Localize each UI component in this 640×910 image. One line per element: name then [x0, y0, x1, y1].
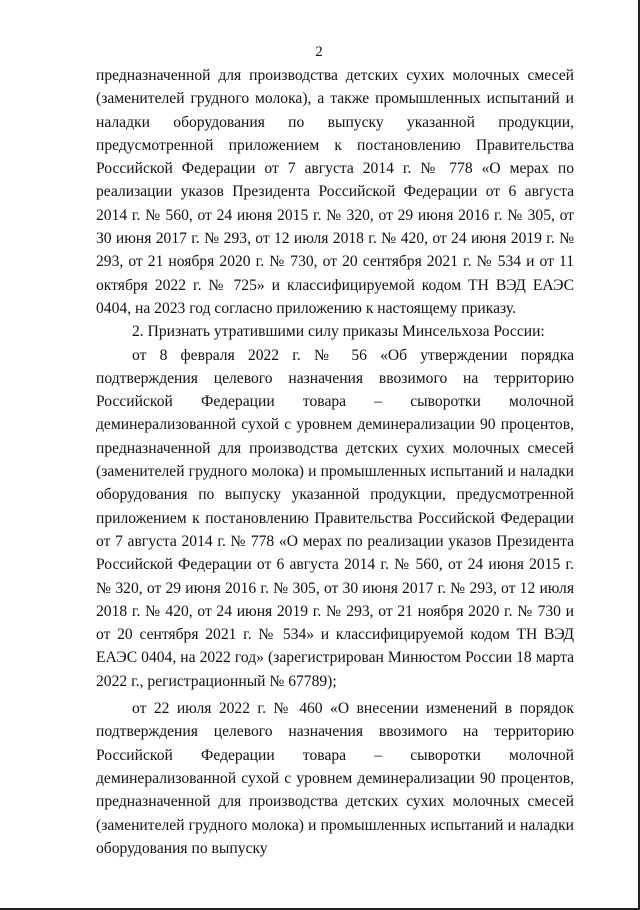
- paragraph-continuation: предназначенной для производства детских сухих молочных смесей (заменителей грудного молока), а также промышленных испытаний и наладки оборудования по выпуску указанной продукции, предусмотренной приложением к постановлению Правительства Российской Федерации от 7 августа 2014 г. № 778 «О мерах по реализации указов Президента Российской Федерации от 6 августа 2014 г. № 560, от 24 июня 2015 г. № 320, от 29 июня 2016 г. № 305, от 30 июня 2017 г. № 293, от 12 июля 2018 г. № 420, от 24 июня 2019 г. № 293, от 21 ноября 2020 г. № 730, от 20 сентября 2021 г. № 534 и от 11 октября 2022 г. № 725» и классифицируемой кодом ТН ВЭД ЕАЭС 0404, на 2023 год согласно приложению к настоящему приказу.: [96, 67, 574, 317]
- paragraph-item-2: 2. Признать утратившими силу приказы Минсельхоза России:: [132, 323, 545, 341]
- paragraph-order-460: от 22 июля 2022 г. № 460 «О внесении изменений в порядок подтверждения целевого назначения ввозимого на территорию Российской Федерации товара – сыворотки молочной деминерализованной сухой с уровнем деминерализации 90 процентов, предназначенной для производства детских сухих молочных смесей (заменителей грудного молока) и промышленных испытаний и наладки оборудования по выпуску: [96, 700, 574, 857]
- document-body: [96, 64, 574, 860]
- page-number: 2: [315, 44, 323, 60]
- paragraph-order-56: от 8 февраля 2022 г. № 56 «Об утверждении порядка подтверждения целевого назначения ввозимого на территорию Российской Федерации товара – сыворотки молочной деминерализованной сухой с уровнем деминерализации 90 процентов, предназначенной для производства детских сухих молочных смесей (заменителей грудного молока) и промышленных испытаний и наладки оборудования по выпуску указанной продукции, предусмотренной приложением к постановлению Правительства Российской Федерации от 7 августа 2014 г. № 778 «О мерах по реализации указов Президента Российской Федерации от 6 августа 2014 г. № 560, от 24 июня 2015 г. № 320, от 29 июня 2016 г. № 305, от 30 июня 2017 г. № 293, от 12 июля 2018 г. № 420, от 24 июня 2019 г. № 293, от 21 ноября 2020 г. № 730 и от 20 сентября 2021 г. № 534» и классифицируемой кодом ТН ВЭД ЕАЭС 0404, на 2022 год» (зарегистрирован Минюстом России 18 марта 2022 г., регистрационный № 67789);: [96, 346, 574, 690]
